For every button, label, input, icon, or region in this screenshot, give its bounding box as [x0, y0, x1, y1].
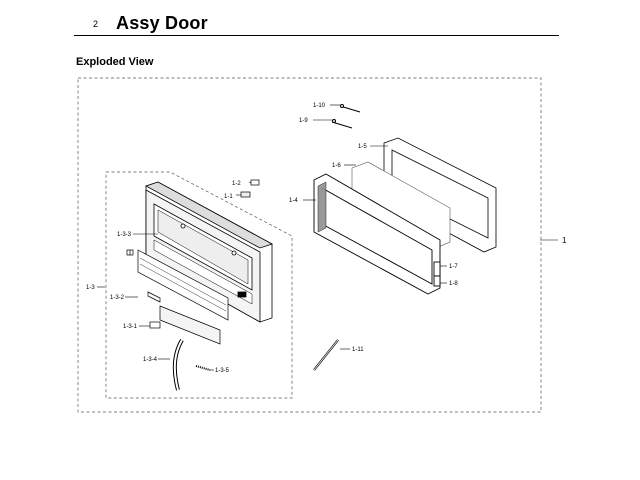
- callout-1-3-3: 1-3-3: [117, 232, 132, 238]
- callout-1-1: 1-1: [224, 194, 233, 200]
- callout-1: 1: [562, 236, 567, 245]
- callout-1-7: 1-7: [449, 264, 458, 270]
- callout-1-2: 1-2: [232, 181, 241, 187]
- callout-1-3-4: 1-3-4: [143, 357, 158, 363]
- part-1-2: [251, 180, 259, 185]
- section-title: Exploded View: [76, 56, 154, 68]
- callout-1-4: 1-4: [289, 198, 298, 204]
- spring-part: [196, 366, 210, 370]
- latch-levers: [332, 105, 360, 129]
- page-title: Assy Door: [116, 13, 208, 33]
- callout-1-6: 1-6: [332, 163, 341, 169]
- callout-1-5: 1-5: [358, 144, 367, 150]
- callout-1-11: 1-11: [352, 347, 364, 353]
- callout-1-9: 1-9: [299, 118, 308, 124]
- callout-1-10: 1-10: [313, 103, 326, 109]
- callout-1-8: 1-8: [449, 281, 458, 287]
- callout-1-3-5: 1-3-5: [215, 368, 230, 374]
- screw-part: [127, 250, 133, 255]
- callout-1-3-1: 1-3-1: [123, 324, 138, 330]
- callout-1-3: 1-3: [86, 285, 95, 291]
- part-1-1: [241, 192, 250, 197]
- door-hinge-parts: [434, 262, 440, 286]
- section-number: 2: [93, 19, 99, 29]
- callout-1-3-2: 1-3-2: [110, 295, 125, 301]
